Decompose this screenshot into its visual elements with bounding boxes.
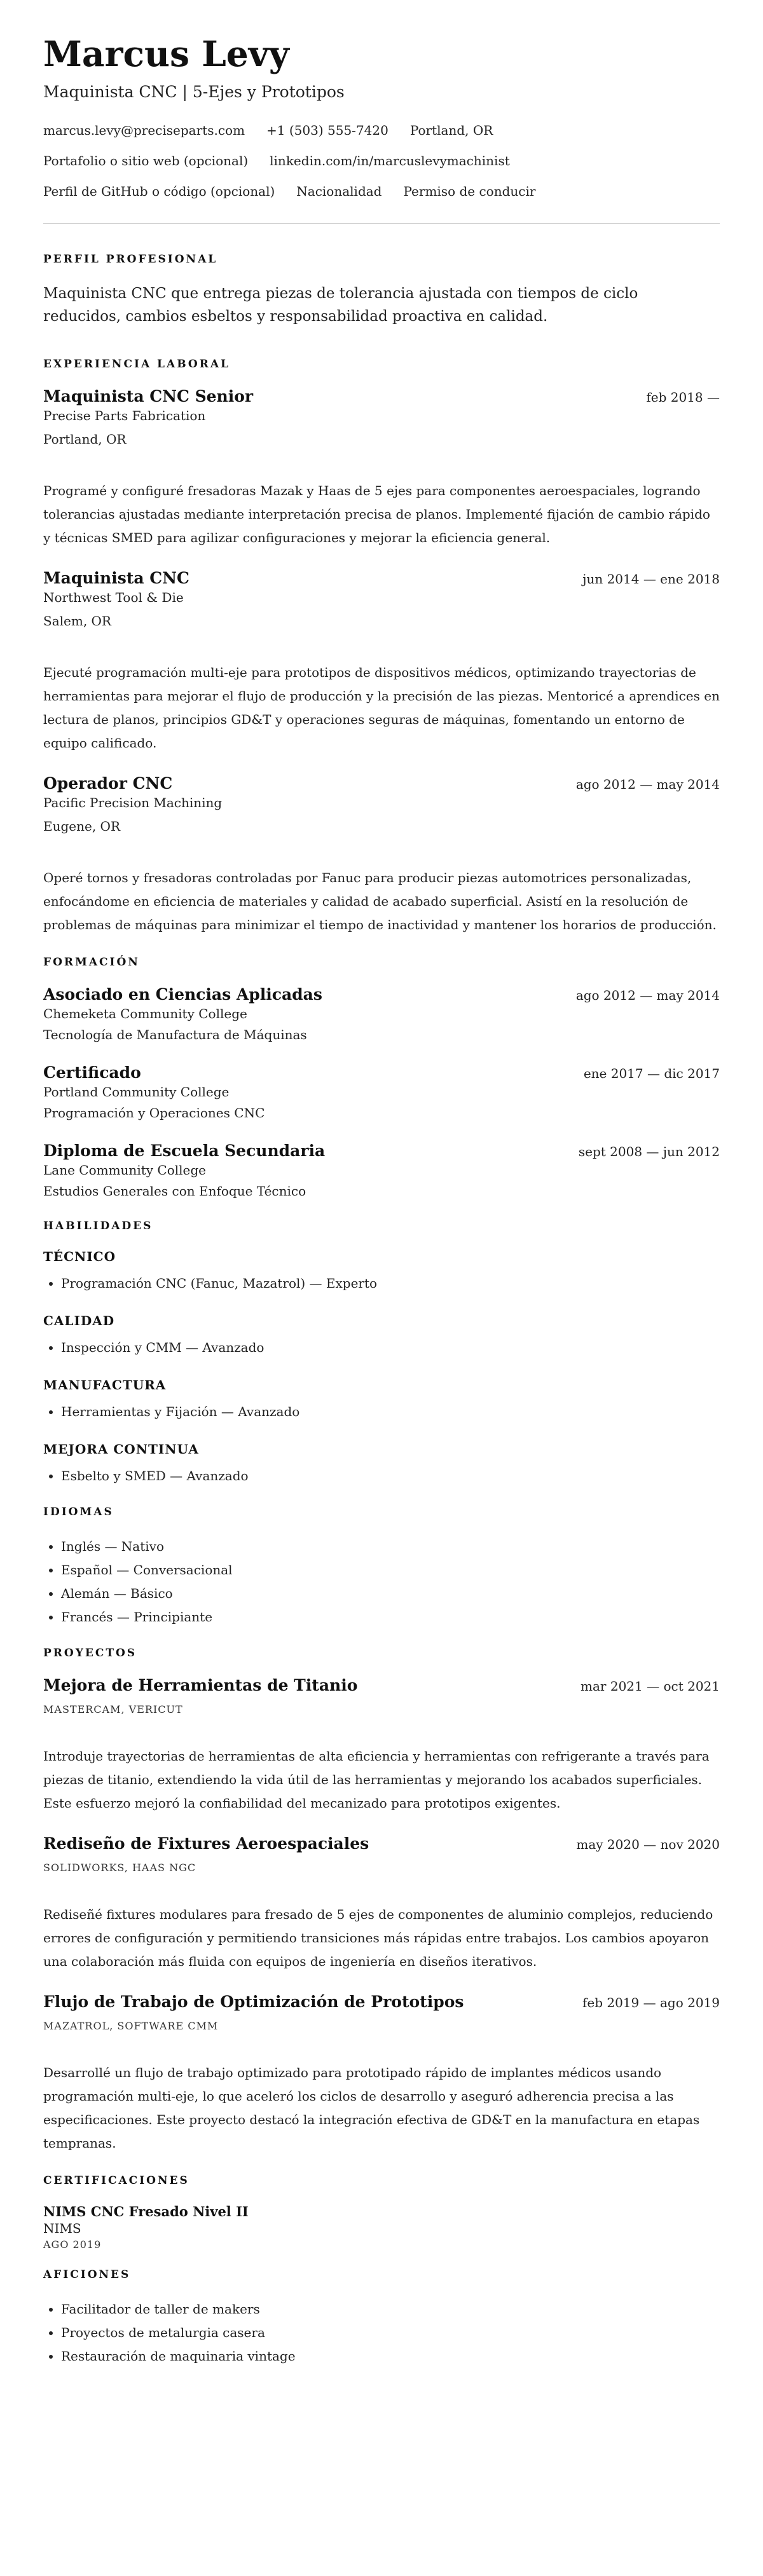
language-list [43, 1535, 720, 1629]
contact-row-3 [43, 184, 720, 199]
experience-company: Pacific Precision Machining [43, 795, 223, 811]
skill-item: • Herramientas y Fijación — Avanzado [61, 1400, 720, 1424]
project-item-header [43, 1834, 720, 1853]
languages-section [43, 1506, 720, 1629]
education-item [43, 1063, 720, 1124]
summary-text: Maquinista CNC que entrega piezas de tolerancia ajustada con tiempos de ciclo reducidos, cambios esbeltos y responsabilidad proactiva en calidad. [43, 285, 638, 325]
hobby-item: • Restauración de maquinaria vintage [61, 2345, 720, 2368]
education-section [43, 956, 720, 1202]
skill-list [43, 1464, 720, 1488]
project-tags: MAZATROL, SOFTWARE CMM [43, 2020, 219, 2033]
candidate-headline: Maquinista CNC | 5-Ejes y Prototipos [43, 82, 345, 101]
experience-role: Operador CNC [43, 774, 173, 793]
language-item: • Español — Conversacional [61, 1558, 720, 1582]
education-item-header [43, 1063, 720, 1082]
language-item: • Inglés — Nativo [61, 1535, 720, 1558]
skill-category: CALIDAD [43, 1313, 115, 1329]
certification-date: AGO 2019 [43, 2239, 102, 2251]
experience-item-header [43, 387, 720, 405]
project-name: Flujo de Trabajo de Optimización de Prototipos [43, 1993, 464, 2012]
experience-company: Northwest Tool & Die [43, 590, 184, 606]
certifications-section [43, 2174, 720, 2251]
skill-category: MANUFACTURA [43, 1377, 167, 1393]
experience-heading: EXPERIENCIA LABORAL [43, 358, 230, 371]
experience-item-header [43, 569, 720, 587]
contact-phone[interactable]: +1 (503) 555-7420 [266, 122, 388, 138]
education-item-header [43, 985, 720, 1004]
experience-item [43, 387, 720, 550]
project-description: Introduje trayectorias de herramientas de alta eficiencia y herramientas con refrigerante a través para piezas de titanio, extendiendo la vida útil de las herramientas y mejorando los acabados superficiales. Este esfuerzo mejoró la confiabilidad del mecanizado para prototipos exigentes. [43, 1748, 710, 1811]
certifications-heading: CERTIFICACIONES [43, 2174, 189, 2188]
skills-heading: HABILIDADES [43, 1220, 153, 1233]
contact-location: Portland, OR [409, 122, 493, 138]
education-degree: Certificado [43, 1063, 141, 1082]
skill-item: • Programación CNC (Fanuc, Mazatrol) — Experto [61, 1272, 720, 1295]
project-date: mar 2021 — oct 2021 [581, 1679, 720, 1694]
project-description: Desarrollé un flujo de trabajo optimizado para prototipado rápido de implantes médicos usando programación multi-eje, lo que aceleró los ciclos de desarrollo y aseguró adherencia precisa a las especificaciones. Este proyecto destacó la integración efectiva de GD&T en la manufactura en etapas tempranas. [43, 2065, 700, 2151]
language-item: • Alemán — Básico [61, 1582, 720, 1605]
experience-description: Ejecuté programación multi-eje para prototipos de dispositivos médicos, optimizando trayectorias de herramientas para mejorar el flujo de producción y la precisión de las piezas. Mentoricé a aprendices en lectura de planos, principios GD&T y operaciones seguras de máquinas, fomentando un entorno de equipo calificado. [43, 665, 720, 751]
education-item [43, 1141, 720, 1202]
summary-section [43, 253, 720, 329]
experience-date: jun 2014 — ene 2018 [582, 571, 720, 587]
experience-location: Salem, OR [43, 613, 111, 629]
project-item [43, 1676, 720, 1815]
contact-row-2 [43, 153, 720, 168]
contact-linkedin[interactable]: linkedin.com/in/marcuslevymachinist [270, 153, 510, 168]
experience-date: feb 2018 — [646, 390, 720, 405]
education-school: Lane Community College [43, 1162, 207, 1178]
skill-list [43, 1400, 720, 1424]
experience-location: Portland, OR [43, 432, 127, 447]
hobby-list [43, 2298, 720, 2368]
education-field: Programación y Operaciones CNC [43, 1105, 265, 1121]
project-tags: SOLIDWORKS, HAAS NGC [43, 1862, 196, 1874]
project-description: Rediseñé fixtures modulares para fresado de 5 ejes de componentes de aluminio complejos, reduciendo errores de configuración y permitiendo transiciones más rápidas entre trabajos. Los cambios apoyaron una colaboración más fluida con equipos de ingeniería en diseños iterativos. [43, 1907, 713, 1970]
hobby-item: • Proyectos de metalurgia casera [61, 2321, 720, 2345]
education-date: ene 2017 — dic 2017 [583, 1066, 720, 1082]
project-item-header [43, 1993, 720, 2011]
contact-license: Permiso de conducir [403, 183, 536, 199]
experience-item [43, 774, 720, 937]
header-divider [43, 223, 720, 224]
experience-item [43, 569, 720, 755]
skill-list [43, 1272, 720, 1295]
resume-header [43, 35, 720, 199]
project-name: Rediseño de Fixtures Aeroespaciales [43, 1834, 369, 1853]
certification-item [43, 2204, 720, 2251]
skills-section [43, 1220, 720, 1488]
experience-location: Eugene, OR [43, 819, 121, 835]
project-item [43, 1993, 720, 2155]
project-tags: MASTERCAM, VERICUT [43, 1703, 183, 1716]
certification-name: NIMS CNC Fresado Nivel II [43, 2204, 249, 2220]
contact-nationality: Nacionalidad [296, 183, 382, 199]
skill-category: MEJORA CONTINUA [43, 1441, 199, 1457]
education-item-header [43, 1141, 720, 1160]
projects-heading: PROYECTOS [43, 1647, 137, 1660]
hobbies-section [43, 2268, 720, 2368]
project-item [43, 1834, 720, 1973]
project-date: may 2020 — nov 2020 [576, 1837, 720, 1853]
project-item-header [43, 1676, 720, 1694]
education-degree: Diploma de Escuela Secundaria [43, 1141, 326, 1161]
experience-section [43, 358, 720, 937]
languages-heading: IDIOMAS [43, 1506, 114, 1519]
candidate-name: Marcus Levy [43, 33, 289, 74]
skill-list [43, 1336, 720, 1360]
experience-role: Maquinista CNC [43, 569, 189, 588]
language-item: • Francés — Principiante [61, 1605, 720, 1629]
certification-issuer: NIMS [43, 2221, 81, 2237]
experience-role: Maquinista CNC Senior [43, 387, 254, 406]
education-degree: Asociado en Ciencias Aplicadas [43, 985, 322, 1004]
education-date: ago 2012 — may 2014 [575, 988, 720, 1004]
hobbies-heading: AFICIONES [43, 2268, 131, 2282]
experience-company: Precise Parts Fabrication [43, 408, 206, 424]
contact-email[interactable]: marcus.levy@preciseparts.com [43, 122, 245, 138]
experience-item-header [43, 774, 720, 793]
project-name: Mejora de Herramientas de Titanio [43, 1676, 358, 1695]
education-school: Chemeketa Community College [43, 1006, 247, 1022]
summary-heading: PERFIL PROFESIONAL [43, 252, 218, 266]
experience-date: ago 2012 — may 2014 [575, 777, 720, 793]
contact-github[interactable]: Perfil de GitHub o código (opcional) [43, 183, 275, 199]
skill-item: • Esbelto y SMED — Avanzado [61, 1464, 720, 1488]
contact-row-1 [43, 123, 720, 138]
education-school: Portland Community College [43, 1084, 230, 1100]
hobby-item: • Facilitador de taller de makers [61, 2298, 720, 2321]
education-item [43, 985, 720, 1046]
projects-section [43, 1647, 720, 2155]
education-field: Estudios Generales con Enfoque Técnico [43, 1183, 306, 1199]
education-date: sept 2008 — jun 2012 [578, 1144, 720, 1160]
skill-item: • Inspección y CMM — Avanzado [61, 1336, 720, 1360]
contact-portfolio[interactable]: Portafolio o sitio web (opcional) [43, 153, 249, 168]
skill-category: TÉCNICO [43, 1249, 116, 1265]
experience-description: Programé y configuré fresadoras Mazak y Haas de 5 ejes para componentes aeroespaciales, logrando tolerancias ajustadas mediante interpretación precisa de planos. Implementé fijación de cambio rápido y técnicas SMED para agilizar configuraciones y mejorar la eficiencia general. [43, 483, 710, 546]
education-field: Tecnología de Manufactura de Máquinas [43, 1027, 307, 1043]
project-date: feb 2019 — ago 2019 [582, 1995, 720, 2011]
experience-description: Operé tornos y fresadoras controladas por Fanuc para producir piezas automotrices personalizadas, enfocándome en eficiencia de materiales y calidad de acabado superficial. Asistí en la resolución de problemas de máquinas para minimizar el tiempo de inactividad y mantener los horarios de producción. [43, 870, 717, 933]
education-heading: FORMACIÓN [43, 956, 140, 969]
